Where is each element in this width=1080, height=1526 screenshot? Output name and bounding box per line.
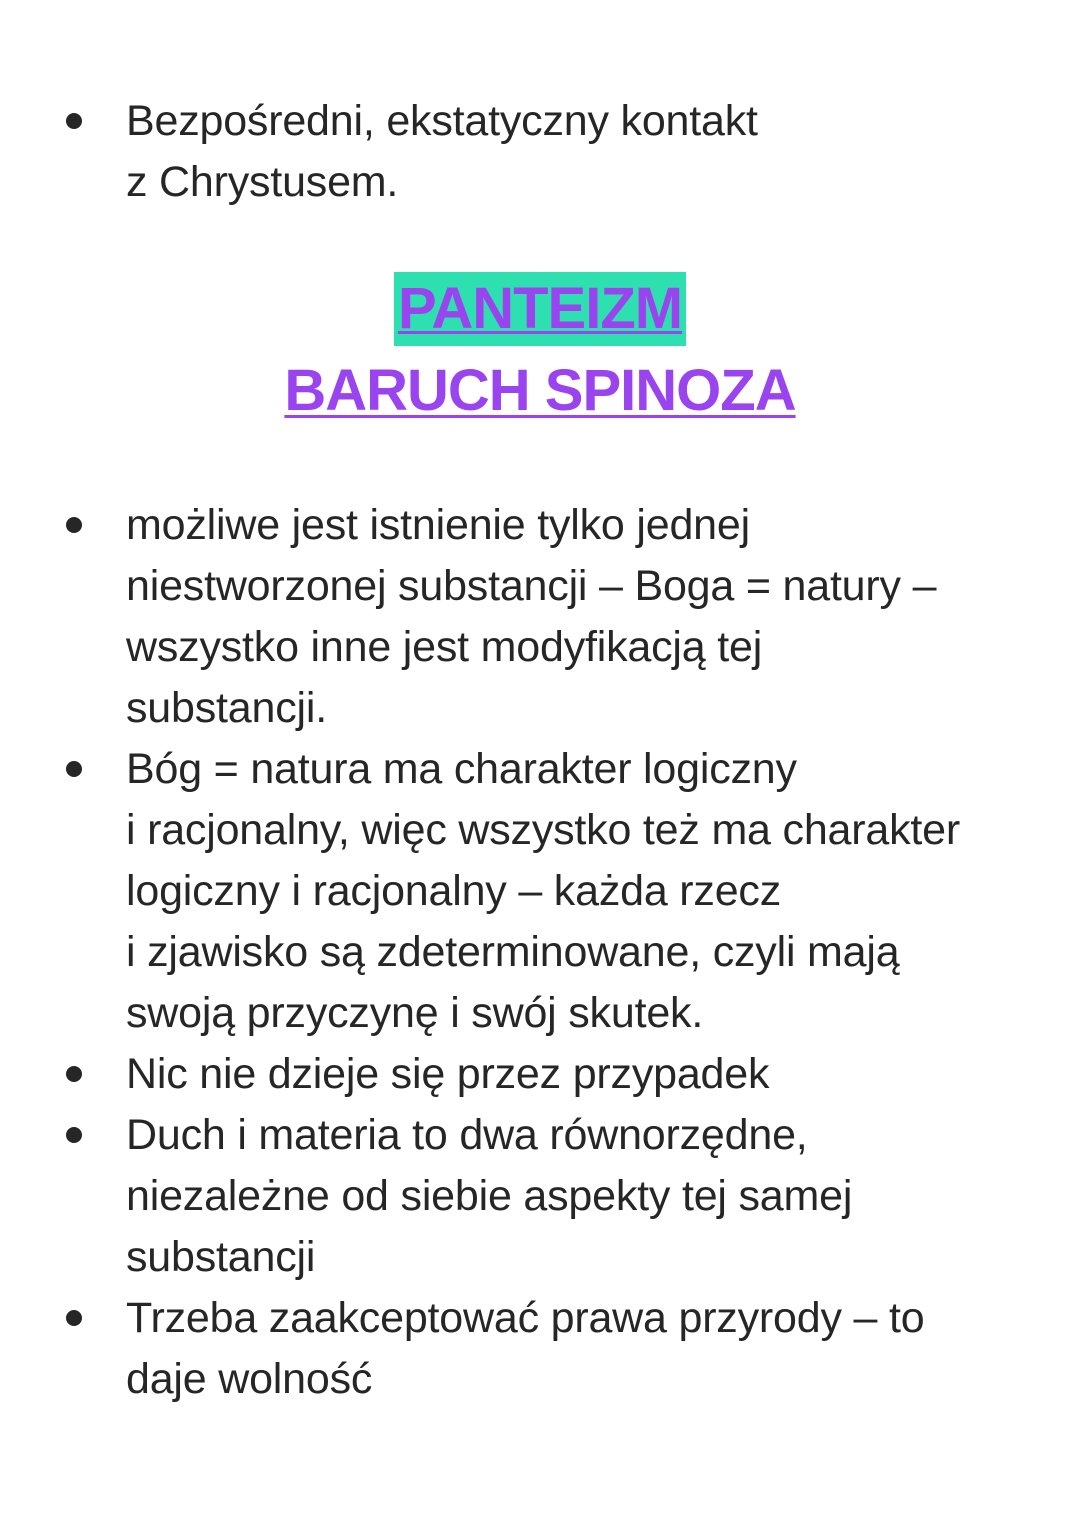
- list-item: [0, 1288, 1080, 1410]
- intro-bullet-list: [0, 91, 1080, 213]
- list-item-text: Nic nie dzieje się przez przypadek: [126, 1050, 770, 1098]
- list-item: [0, 495, 1080, 739]
- list-item: [0, 91, 1080, 213]
- list-item: [0, 1044, 1080, 1105]
- list-item-text: Bóg = natura ma charakter logiczny i racjonalny, więc wszystko też ma charakter logiczny i racjonalny – każda rzecz i zjawisko są zdeterminowane, czyli mają swoją przyczynę i swój skutek.: [126, 745, 960, 1037]
- bullet-icon: [66, 113, 82, 129]
- heading-panteizm: [0, 272, 1080, 346]
- list-item-text: możliwe jest istnienie tylko jednej niestworzonej substancji – Boga = natury – wszystko inne jest modyfikacją tej substancji.: [126, 501, 937, 732]
- bullet-icon: [66, 1127, 82, 1143]
- spinoza-bullet-list: [0, 495, 1080, 1410]
- bullet-icon: [66, 1066, 82, 1082]
- list-item: [0, 1105, 1080, 1288]
- bullet-icon: [66, 517, 82, 533]
- heading-baruch-spinoza-text: BARUCH SPINOZA: [284, 358, 796, 423]
- heading-baruch-spinoza: [0, 358, 1080, 423]
- bullet-icon: [66, 1310, 82, 1326]
- list-item-text: Bezpośredni, ekstatyczny kontakt z Chrystusem.: [126, 97, 758, 206]
- list-item: [0, 739, 1080, 1044]
- bullet-icon: [66, 761, 82, 777]
- list-item-text: Trzeba zaakceptować prawa przyrody – to daje wolność: [126, 1294, 925, 1403]
- list-item-text: Duch i materia to dwa równorzędne, niezależne od siebie aspekty tej samej substancji: [126, 1111, 853, 1281]
- heading-panteizm-text: PANTEIZM: [394, 272, 686, 346]
